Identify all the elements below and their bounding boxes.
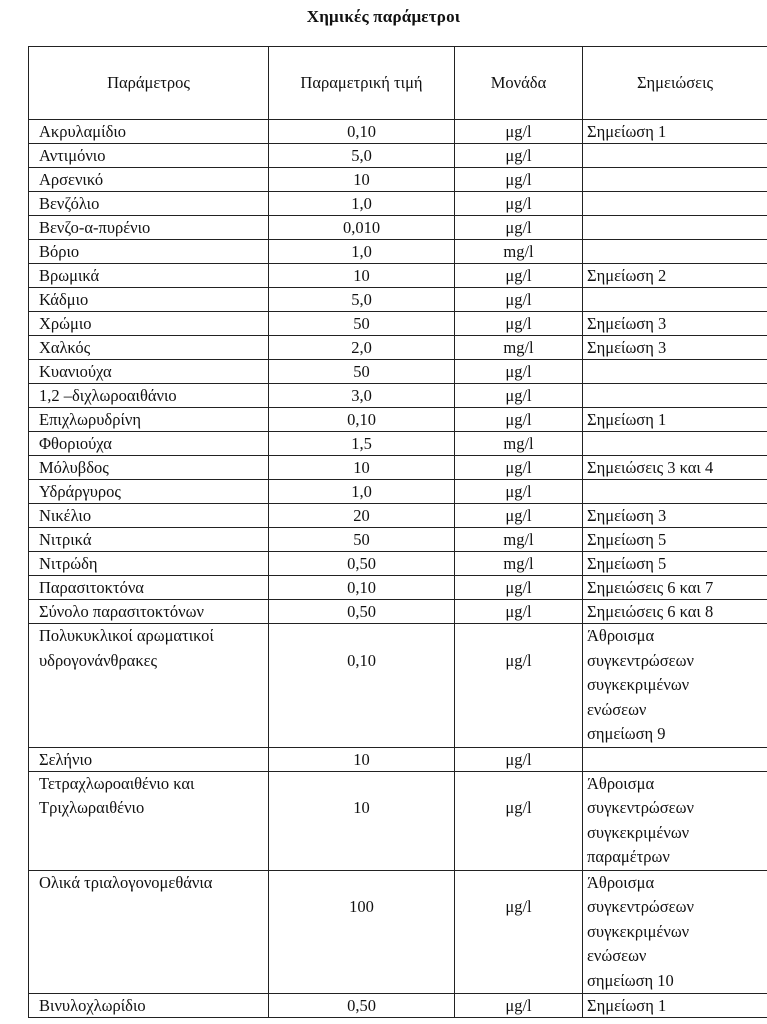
parametric-value: 0,50 <box>347 554 376 573</box>
parameter-name: Βόριο <box>39 242 80 261</box>
unit-cell <box>455 240 583 264</box>
parameter-name: Βινυλοχλωρίδιο <box>39 996 146 1015</box>
note-text <box>587 748 765 771</box>
parameter-cell <box>29 432 269 456</box>
unit-cell <box>455 288 583 312</box>
note-text: Άθροισμα <box>587 773 655 793</box>
note-text <box>587 288 765 311</box>
unit: μg/l <box>505 650 532 670</box>
unit: μg/l <box>505 122 532 141</box>
notes-cell <box>583 120 767 144</box>
unit: μg/l <box>505 146 532 165</box>
parameter-cell <box>29 600 269 624</box>
parameter-name: 1,2 –διχλωροαιθάνιο <box>39 386 177 405</box>
note-text: συγκεντρώσεων <box>587 897 694 916</box>
parametric-value-cell <box>269 264 455 288</box>
note-text: συγκεκριμένων <box>587 921 690 941</box>
unit: μg/l <box>505 602 532 621</box>
notes-cell <box>583 747 767 771</box>
parametric-value: 3,0 <box>351 386 372 405</box>
notes-cell <box>583 528 767 552</box>
parameter-name: Επιχλωρυδρίνη <box>39 410 141 429</box>
parameter-name: Νιτρώδη <box>39 554 98 573</box>
table-header-row <box>29 47 767 120</box>
parametric-value: 10 <box>353 266 370 285</box>
note-text: Σημειώσεις 3 και 4 <box>587 458 714 477</box>
note-text: σημείωση 10 <box>587 970 674 990</box>
header-parameter: Παράμετρος <box>29 47 269 120</box>
unit: μg/l <box>505 749 532 769</box>
unit-cell <box>455 771 583 870</box>
header-notes: Σημειώσεις <box>583 47 767 120</box>
unit: μg/l <box>505 458 532 477</box>
notes-cell <box>583 336 767 360</box>
note-text <box>587 168 765 191</box>
parameter-name: Υδράργυρος <box>39 482 121 501</box>
parameter-name: Κάδμιο <box>39 290 89 309</box>
parameter-name: Φθοριούχα <box>39 434 112 453</box>
notes-cell <box>583 432 767 456</box>
notes-cell <box>583 384 767 408</box>
table-row <box>29 240 767 264</box>
parameter-name: Βενζόλιο <box>39 194 100 213</box>
notes-cell <box>583 216 767 240</box>
parametric-value-cell <box>269 336 455 360</box>
table-row <box>29 480 767 504</box>
parameter-name: Μόλυβδος <box>39 458 109 477</box>
parameter-cell <box>29 216 269 240</box>
note-text: συγκεντρώσεων <box>587 798 694 817</box>
parameter-name: Σύνολο παρασιτοκτόνων <box>39 602 204 621</box>
parametric-value: 2,0 <box>351 338 372 357</box>
note-text: παραμέτρων <box>587 847 670 866</box>
table-row <box>29 120 767 144</box>
unit-cell <box>455 456 583 480</box>
note-text: Σημείωση 3 <box>587 506 667 525</box>
document-title: Χημικές παράμετροι <box>306 7 461 26</box>
unit-cell <box>455 264 583 288</box>
note-text <box>587 360 765 383</box>
parameter-cell <box>29 240 269 264</box>
note-text: Σημείωση 1 <box>587 122 667 141</box>
parameter-cell <box>29 552 269 576</box>
unit: μg/l <box>505 314 532 333</box>
parameter-name: Πολυκυκλικοί αρωματικοί <box>39 626 214 645</box>
unit-cell <box>455 528 583 552</box>
parametric-value: 10 <box>353 458 370 477</box>
chemical-parameters-table <box>28 46 767 1018</box>
parametric-value: 10 <box>353 749 370 769</box>
parametric-value-cell <box>269 192 455 216</box>
parameter-name: Κυανιούχα <box>39 362 112 381</box>
unit-cell <box>455 312 583 336</box>
note-text <box>587 144 765 167</box>
table-row <box>29 528 767 552</box>
parametric-value: 20 <box>353 506 370 525</box>
parametric-value-cell <box>269 870 455 994</box>
parameter-cell <box>29 312 269 336</box>
unit-cell <box>455 384 583 408</box>
unit: μg/l <box>505 482 532 501</box>
parametric-value-cell <box>269 576 455 600</box>
unit: μg/l <box>505 218 532 237</box>
notes-cell <box>583 552 767 576</box>
notes-cell <box>583 192 767 216</box>
notes-cell <box>583 456 767 480</box>
note-text <box>587 480 765 503</box>
parameter-name: υδρογονάνθρακες <box>39 650 158 670</box>
note-text: συγκεκριμένων <box>587 822 690 842</box>
table-row <box>29 264 767 288</box>
parametric-value: 50 <box>353 362 370 381</box>
parametric-value: 10 <box>353 170 370 189</box>
unit: μg/l <box>505 290 532 309</box>
parametric-value: 1,0 <box>351 194 372 213</box>
parameter-cell <box>29 360 269 384</box>
notes-cell <box>583 168 767 192</box>
notes-cell <box>583 600 767 624</box>
note-text <box>587 192 765 215</box>
note-text: Σημειώσεις 6 και 8 <box>587 602 714 621</box>
parametric-value-cell <box>269 456 455 480</box>
table-row <box>29 192 767 216</box>
parametric-value-cell <box>269 552 455 576</box>
unit-cell <box>455 624 583 748</box>
note-text: Σημείωση 5 <box>587 554 667 573</box>
unit-cell <box>455 504 583 528</box>
table-row <box>29 432 767 456</box>
parametric-value: 1,5 <box>351 434 372 453</box>
unit-cell <box>455 432 583 456</box>
note-text: συγκεκριμένων <box>587 675 690 694</box>
parameter-name: Σελήνιο <box>39 749 93 769</box>
unit-cell <box>455 747 583 771</box>
parametric-value-cell <box>269 528 455 552</box>
parameter-name: Ακρυλαμίδιο <box>39 122 127 141</box>
parameter-cell <box>29 456 269 480</box>
parametric-value-cell <box>269 120 455 144</box>
note-text: Σημειώσεις 6 και 7 <box>587 578 714 597</box>
unit-cell <box>455 144 583 168</box>
table-row <box>29 504 767 528</box>
unit-cell <box>455 168 583 192</box>
unit: μg/l <box>505 506 532 525</box>
notes-cell <box>583 144 767 168</box>
note-text: ενώσεων <box>587 946 647 965</box>
notes-cell <box>583 312 767 336</box>
table-row <box>29 552 767 576</box>
parameter-cell <box>29 408 269 432</box>
note-text: Σημείωση 3 <box>587 338 667 357</box>
parameter-name: Νικέλιο <box>39 506 92 525</box>
table-row <box>29 144 767 168</box>
parameter-cell <box>29 504 269 528</box>
note-text: ενώσεων <box>587 699 647 719</box>
unit-cell <box>455 480 583 504</box>
note-text <box>587 432 765 455</box>
unit: μg/l <box>505 996 532 1015</box>
parametric-value: 50 <box>353 530 370 549</box>
parameter-name: Βρωμικά <box>39 266 100 285</box>
table-row <box>29 994 767 1018</box>
parameter-cell <box>29 994 269 1018</box>
table-row <box>29 288 767 312</box>
unit-cell <box>455 336 583 360</box>
parametric-value-cell <box>269 994 455 1018</box>
parameter-name: Ολικά τριαλογονομεθάνια <box>39 872 213 892</box>
notes-cell <box>583 994 767 1018</box>
unit: μg/l <box>505 362 532 381</box>
notes-cell <box>583 624 767 748</box>
unit-cell <box>455 120 583 144</box>
parametric-value-cell <box>269 288 455 312</box>
parameter-name: Τριχλωραιθένιο <box>39 798 145 817</box>
table-row <box>29 771 767 870</box>
parametric-value: 0,10 <box>347 578 376 597</box>
table-row <box>29 870 767 994</box>
table-row <box>29 456 767 480</box>
parameter-name: Αντιμόνιο <box>39 146 106 165</box>
table-row <box>29 747 767 771</box>
note-text: συγκεντρώσεων <box>587 650 694 670</box>
unit: μg/l <box>505 578 532 597</box>
parametric-value: 1,0 <box>351 242 372 261</box>
unit-cell <box>455 994 583 1018</box>
parameter-name: Χρώμιο <box>39 314 92 333</box>
unit: mg/l <box>503 242 534 261</box>
parameter-cell <box>29 528 269 552</box>
parametric-value: 100 <box>349 897 374 916</box>
parameter-name: Παρασιτοκτόνα <box>39 578 144 597</box>
parameter-cell <box>29 288 269 312</box>
parameter-name: Χαλκός <box>39 338 91 357</box>
note-text: Σημείωση 2 <box>587 266 667 285</box>
parametric-value: 5,0 <box>351 290 372 309</box>
parametric-value-cell <box>269 240 455 264</box>
parametric-value-cell <box>269 312 455 336</box>
parametric-value-cell <box>269 384 455 408</box>
table-row <box>29 408 767 432</box>
parameter-name: Τετραχλωροαιθένιο και <box>39 773 195 793</box>
parameter-cell <box>29 336 269 360</box>
parameter-cell <box>29 480 269 504</box>
parameter-cell <box>29 264 269 288</box>
table-row <box>29 312 767 336</box>
parametric-value: 0,010 <box>342 218 381 237</box>
parameter-cell <box>29 192 269 216</box>
parametric-value-cell <box>269 480 455 504</box>
parametric-value: 1,0 <box>351 482 372 501</box>
unit: μg/l <box>505 410 532 429</box>
parameter-cell <box>29 144 269 168</box>
parametric-value-cell <box>269 168 455 192</box>
unit: μg/l <box>505 798 532 817</box>
parameter-name: Αρσενικό <box>39 170 104 189</box>
notes-cell <box>583 576 767 600</box>
parametric-value: 50 <box>353 314 370 333</box>
notes-cell <box>583 504 767 528</box>
notes-cell <box>583 408 767 432</box>
parametric-value-cell <box>269 144 455 168</box>
unit: mg/l <box>503 530 534 549</box>
notes-cell <box>583 240 767 264</box>
note-text: Άθροισμα <box>587 626 655 645</box>
note-text <box>587 384 765 407</box>
unit: μg/l <box>505 194 532 213</box>
table-row <box>29 624 767 748</box>
parametric-value-cell <box>269 360 455 384</box>
note-text <box>587 216 765 239</box>
note-text: Σημείωση 1 <box>587 996 667 1015</box>
notes-cell <box>583 360 767 384</box>
unit: μg/l <box>505 170 532 189</box>
note-text: σημείωση 9 <box>587 724 666 743</box>
parameter-name: Βενζο-α-πυρένιο <box>39 218 151 237</box>
parameter-cell <box>29 384 269 408</box>
parameter-cell <box>29 624 269 748</box>
unit: μg/l <box>505 386 532 405</box>
notes-cell <box>583 870 767 994</box>
note-text: Σημείωση 5 <box>587 530 667 549</box>
unit: mg/l <box>503 554 534 573</box>
unit-cell <box>455 216 583 240</box>
parametric-value-cell <box>269 747 455 771</box>
table-row <box>29 384 767 408</box>
parametric-value-cell <box>269 432 455 456</box>
parameter-name: Νιτρικά <box>39 530 92 549</box>
unit-cell <box>455 408 583 432</box>
unit-cell <box>455 600 583 624</box>
unit: mg/l <box>503 434 534 453</box>
note-text <box>587 240 765 263</box>
unit-cell <box>455 870 583 994</box>
unit-cell <box>455 576 583 600</box>
parameter-cell <box>29 747 269 771</box>
parametric-value: 0,50 <box>347 602 376 621</box>
parametric-value: 0,50 <box>347 996 376 1015</box>
parametric-value: 0,10 <box>347 122 376 141</box>
parameter-cell <box>29 870 269 994</box>
note-text: Σημείωση 3 <box>587 314 667 333</box>
table-row <box>29 168 767 192</box>
parametric-value: 0,10 <box>347 410 376 429</box>
parameter-cell <box>29 771 269 870</box>
parametric-value-cell <box>269 504 455 528</box>
unit: μg/l <box>505 897 532 916</box>
header-unit: Μονάδα <box>455 47 583 120</box>
parametric-value: 0,10 <box>347 650 376 670</box>
unit-cell <box>455 552 583 576</box>
table-row <box>29 576 767 600</box>
unit: μg/l <box>505 266 532 285</box>
notes-cell <box>583 288 767 312</box>
note-text: Σημείωση 1 <box>587 410 667 429</box>
parametric-value: 5,0 <box>351 146 372 165</box>
parametric-value-cell <box>269 771 455 870</box>
unit: mg/l <box>503 338 534 357</box>
table-row <box>29 216 767 240</box>
unit-cell <box>455 360 583 384</box>
parametric-value-cell <box>269 624 455 748</box>
notes-cell <box>583 480 767 504</box>
parametric-value: 10 <box>353 798 370 817</box>
parameter-cell <box>29 120 269 144</box>
notes-cell <box>583 264 767 288</box>
parametric-value-cell <box>269 408 455 432</box>
table-row <box>29 336 767 360</box>
table-row <box>29 600 767 624</box>
parametric-value-cell <box>269 600 455 624</box>
parameter-cell <box>29 576 269 600</box>
parametric-value-cell <box>269 216 455 240</box>
note-text: Άθροισμα <box>587 872 655 892</box>
parameter-cell <box>29 168 269 192</box>
notes-cell <box>583 771 767 870</box>
header-parametric-value: Παραμετρική τιμή <box>269 47 455 120</box>
unit-cell <box>455 192 583 216</box>
table-row <box>29 360 767 384</box>
